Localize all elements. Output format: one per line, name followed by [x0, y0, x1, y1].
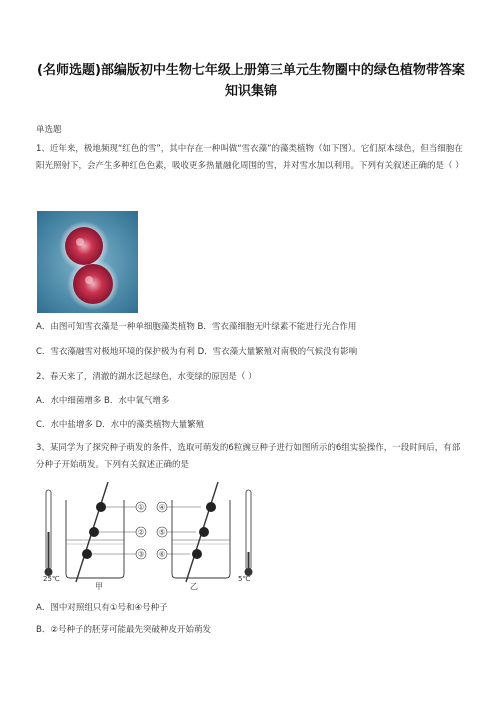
- label-2: ②: [137, 528, 145, 537]
- label-3: ③: [137, 550, 145, 559]
- label-5: ⑤: [158, 528, 166, 537]
- label-4: ④: [158, 503, 166, 512]
- question-1-option-cd: C．雪衣藻融雪对极地环境的保护极为有利 D．雪衣藻大量繁殖对南极的气候没有影响: [36, 347, 358, 357]
- question-1-option-ab: A．由图可知雪衣藻是一种单细胞藻类植物 B．雪衣藻细胞无叶绿素不能进行光合作用: [36, 322, 357, 332]
- question-2-text: 2、春天来了，清澈的湖水泛起绿色，水变绿的原因是（ ）: [36, 372, 257, 382]
- seed-1: [96, 502, 106, 512]
- seed-5: [199, 527, 209, 537]
- beaker-left-icon: [66, 500, 124, 578]
- question-1-text: 1、近年来，极地频现“红色的雪”，其中存在一种叫做“雪衣藻”的藻类植物（如下图）。它们原本绿色，但当细胞在阳光照射下，会产生多种红色色素，吸收更多热量融化周围的雪，并对雪水加以利用。下列有关叙述正确的是（ ）: [36, 144, 464, 171]
- seed-3: [82, 549, 92, 559]
- title-line-1: (名师选题)部编版初中生物七年级上册第三单元生物圈中的绿色植物带答案: [37, 63, 465, 78]
- beaker-left-label: 甲: [95, 582, 103, 591]
- beaker-right-label: 乙: [190, 582, 198, 591]
- circled-number-1: ①: [109, 603, 118, 613]
- seed-2: [89, 527, 99, 537]
- beaker-right-group: [168, 482, 268, 592]
- label-6: ⑥: [158, 550, 166, 559]
- document-title: [20, 60, 482, 102]
- question-2-option-cd: C．水中盐增多 D．水中的藻类植物大量繁殖: [36, 420, 205, 430]
- seed-4: [206, 502, 216, 512]
- section-label: 单选题: [36, 125, 62, 135]
- temp-right-label: 5℃: [238, 575, 251, 583]
- temp-left-label: 25℃: [43, 575, 60, 583]
- title-line-2: 知识集锦: [224, 84, 277, 99]
- question-2-option-ab: A．水中细菌增多 B．水中氧气增多: [36, 396, 170, 406]
- circled-number-2: ②: [50, 625, 58, 635]
- snow-algae-photo: [37, 211, 138, 313]
- seed-6: [192, 549, 202, 559]
- beaker-right-icon: [172, 500, 230, 578]
- question-3-text: 3、某同学为了探究种子萌发的条件，选取可萌发的6粒豌豆种子进行如图所示的6组实验操作，一段时间后，有部分种子开始萌发。下列有关叙述正确的是: [36, 443, 461, 470]
- circled-number-4: ④: [134, 603, 143, 613]
- label-1: ①: [137, 503, 145, 512]
- question-3-option-b: B．②号种子的胚芽可能最先突破种皮开始萌发: [36, 625, 211, 635]
- question-3-option-a: A．图中对照组只有①号和④号种子: [36, 603, 168, 613]
